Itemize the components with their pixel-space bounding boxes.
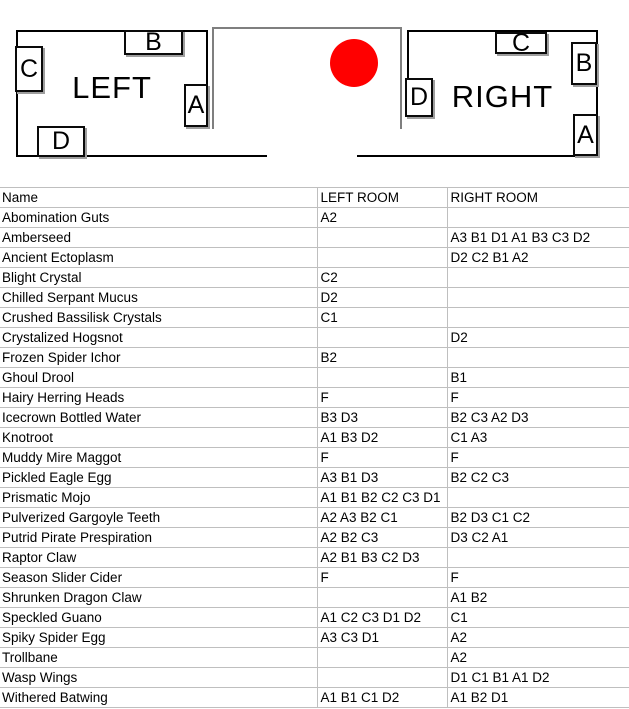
- corridor-wall-left: [212, 27, 214, 129]
- item-name-cell: Season Slider Cider: [0, 568, 317, 588]
- item-name-cell: Trollbane: [0, 648, 317, 668]
- table-row: [0, 448, 629, 468]
- left-room-cell: B3 D3: [317, 408, 447, 428]
- right-room-cell: B2 C3 A2 D3: [447, 408, 629, 428]
- right-room-wall-bottom: [357, 155, 598, 157]
- left-room-cell: A2 A3 B2 C1: [317, 508, 447, 528]
- right-room-cell: C1: [447, 608, 629, 628]
- column-header-name: Name: [0, 188, 317, 208]
- station-letter: C: [19, 54, 39, 83]
- locations-table-body: [0, 208, 629, 708]
- left-room-cell: F: [317, 388, 447, 408]
- right-room-cell: A2: [447, 648, 629, 668]
- right-room-cell: [447, 268, 629, 288]
- station-letter: B: [575, 49, 593, 77]
- item-name-cell: Icecrown Bottled Water: [0, 408, 317, 428]
- left-room-cell: A2 B2 C3: [317, 528, 447, 548]
- right-room-cell: [447, 348, 629, 368]
- station-letter: D: [409, 83, 429, 111]
- item-name-cell: Frozen Spider Ichor: [0, 348, 317, 368]
- item-name-cell: Crystalized Hogsnot: [0, 328, 317, 348]
- left-room-cell: C1: [317, 308, 447, 328]
- left-room-cell: [317, 328, 447, 348]
- table-row: [0, 588, 629, 608]
- column-header-right-room: RIGHT ROOM: [447, 188, 629, 208]
- item-name-cell: Raptor Claw: [0, 548, 317, 568]
- table-row: [0, 228, 629, 248]
- corridor-wall-top: [212, 27, 402, 29]
- table-row: [0, 368, 629, 388]
- right-room-cell: F: [447, 448, 629, 468]
- item-name-cell: Crushed Bassilisk Crystals: [0, 308, 317, 328]
- left-room-cell: A2 B1 B3 C2 D3: [317, 548, 447, 568]
- right-room-station-d: [405, 78, 433, 117]
- left-room-cell: A1 C2 C3 D1 D2: [317, 608, 447, 628]
- corridor-wall-right: [400, 27, 402, 129]
- left-room-station-a: [184, 84, 208, 127]
- table-row: [0, 648, 629, 668]
- left-room-cell: [317, 248, 447, 268]
- item-name-cell: Withered Batwing: [0, 688, 317, 708]
- table-row: [0, 528, 629, 548]
- table-row: [0, 488, 629, 508]
- item-name-cell: Speckled Guano: [0, 608, 317, 628]
- table-row: [0, 348, 629, 368]
- left-room-cell: D2: [317, 288, 447, 308]
- right-room-cell: D2: [447, 328, 629, 348]
- left-room-cell: A3 B1 D3: [317, 468, 447, 488]
- table-row: [0, 308, 629, 328]
- table-row: [0, 208, 629, 228]
- table-row: [0, 668, 629, 688]
- item-name-cell: Hairy Herring Heads: [0, 388, 317, 408]
- table-row: [0, 428, 629, 448]
- item-name-cell: Prismatic Mojo: [0, 488, 317, 508]
- item-name-cell: Spiky Spider Egg: [0, 628, 317, 648]
- right-room-station-a: [573, 114, 598, 156]
- right-room-cell: D3 C2 A1: [447, 528, 629, 548]
- right-room-cell: B2 C2 C3: [447, 468, 629, 488]
- item-name-cell: Muddy Mire Maggot: [0, 448, 317, 468]
- right-room-cell: [447, 548, 629, 568]
- right-room-cell: A2: [447, 628, 629, 648]
- left-room-label: LEFT: [72, 70, 152, 105]
- table-row: [0, 388, 629, 408]
- left-room-cell: A1 B3 D2: [317, 428, 447, 448]
- right-room-label: RIGHT: [451, 79, 554, 114]
- left-room-cell: [317, 368, 447, 388]
- table-header-row: [0, 188, 629, 208]
- left-room-cell: A2: [317, 208, 447, 228]
- left-room-cell: B2: [317, 348, 447, 368]
- left-room-cell: A1 B1 B2 C2 C3 D1: [317, 488, 447, 508]
- rooms-map: [0, 0, 629, 186]
- right-room-cell: [447, 488, 629, 508]
- station-letter: B: [145, 28, 162, 56]
- right-room-cell: B1: [447, 368, 629, 388]
- right-room-cell: F: [447, 388, 629, 408]
- right-room-cell: D1 C1 B1 A1 D2: [447, 668, 629, 688]
- left-room-cell: A3 C3 D1: [317, 628, 447, 648]
- right-room-cell: F: [447, 568, 629, 588]
- right-room-cell: C1 A3: [447, 428, 629, 448]
- table-row: [0, 628, 629, 648]
- item-name-cell: Putrid Pirate Prespiration: [0, 528, 317, 548]
- left-room-cell: A1 B1 C1 D2: [317, 688, 447, 708]
- right-room-cell: B2 D3 C1 C2: [447, 508, 629, 528]
- station-letter: A: [577, 120, 594, 149]
- item-name-cell: Amberseed: [0, 228, 317, 248]
- table-row: [0, 248, 629, 268]
- table-row: [0, 608, 629, 628]
- item-name-cell: Abomination Guts: [0, 208, 317, 228]
- station-letter: D: [51, 127, 71, 155]
- red-dot-marker: [330, 39, 378, 87]
- station-letter: A: [187, 91, 205, 119]
- left-room-cell: [317, 228, 447, 248]
- left-room-station-d: [37, 126, 85, 157]
- right-room-station-c: [495, 28, 547, 57]
- left-room-station-b: [124, 30, 183, 55]
- table-row: [0, 508, 629, 528]
- left-room-station-c: [15, 46, 43, 92]
- table-row: [0, 268, 629, 288]
- right-room-cell: [447, 308, 629, 328]
- left-room-cell: F: [317, 568, 447, 588]
- column-header-left-room: LEFT ROOM: [317, 188, 447, 208]
- right-room-cell: A1 B2: [447, 588, 629, 608]
- table-row: [0, 568, 629, 588]
- item-name-cell: Knotroot: [0, 428, 317, 448]
- left-room-cell: [317, 648, 447, 668]
- right-room-cell: [447, 288, 629, 308]
- item-name-cell: Wasp Wings: [0, 668, 317, 688]
- table-row: [0, 408, 629, 428]
- right-room-cell: D2 C2 B1 A2: [447, 248, 629, 268]
- item-name-cell: Pickled Eagle Egg: [0, 468, 317, 488]
- item-name-cell: Ghoul Drool: [0, 368, 317, 388]
- left-room-cell: C2: [317, 268, 447, 288]
- table-row: [0, 328, 629, 348]
- right-room-cell: A3 B1 D1 A1 B3 C3 D2: [447, 228, 629, 248]
- item-name-cell: Chilled Serpant Mucus: [0, 288, 317, 308]
- locations-table: [0, 187, 629, 708]
- left-room-cell: F: [317, 448, 447, 468]
- right-room-station-b: [571, 42, 597, 85]
- table-row: [0, 548, 629, 568]
- station-letter: C: [511, 28, 531, 57]
- item-name-cell: Ancient Ectoplasm: [0, 248, 317, 268]
- table-row: [0, 468, 629, 488]
- item-name-cell: Pulverized Gargoyle Teeth: [0, 508, 317, 528]
- table-row: [0, 288, 629, 308]
- item-name-cell: Shrunken Dragon Claw: [0, 588, 317, 608]
- item-name-cell: Blight Crystal: [0, 268, 317, 288]
- left-room-cell: [317, 588, 447, 608]
- left-room-cell: [317, 668, 447, 688]
- right-room-cell: [447, 208, 629, 228]
- right-room-cell: A1 B2 D1: [447, 688, 629, 708]
- table-row: [0, 688, 629, 708]
